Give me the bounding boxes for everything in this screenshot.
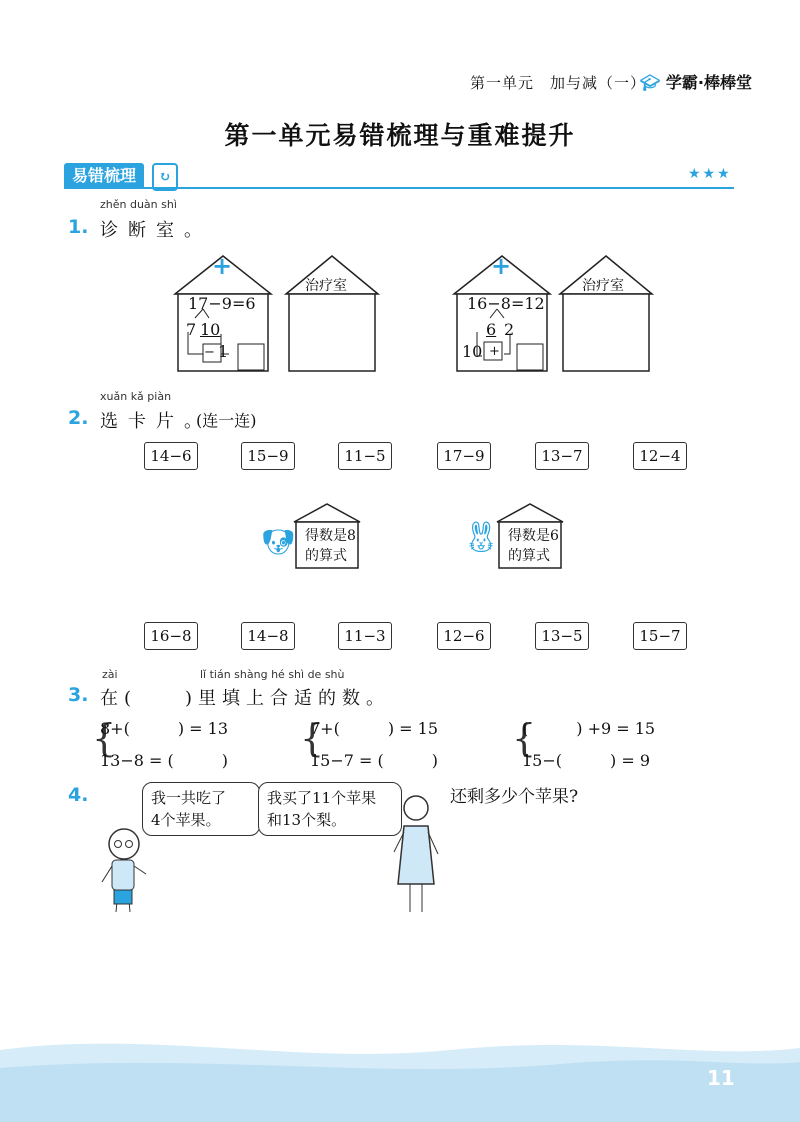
q4-number: 4. [68, 784, 89, 806]
q3-eq-2a[interactable]: 7+( ) = 15 [310, 719, 439, 738]
bubble-boy-line1: 我一共吃了 [151, 789, 227, 807]
q3-text: 在( )里填上合适的数。 [100, 688, 391, 709]
footer-wave [0, 1020, 800, 1122]
house1-plus-sign: + [212, 252, 233, 280]
treatment-house-2 [558, 254, 654, 374]
target-label-6-line1: 得数是6 [508, 528, 559, 544]
house1-split-mid: 10 [200, 320, 221, 339]
section-label: 易错梳理 [72, 166, 137, 185]
house3-equation: 16−8=12 [467, 294, 545, 313]
q1-number: 1. [68, 216, 89, 238]
target-label-8-line2: 的算式 [305, 548, 347, 564]
unit-header: 第一单元 加与减（一） [470, 74, 647, 92]
q1-pinyin: zhěn duàn shì [100, 198, 177, 211]
top-card[interactable]: 12−4 [633, 442, 687, 470]
q1-text: 诊断室。 [100, 220, 212, 241]
brand-text: 学霸·棒棒堂 [665, 73, 752, 92]
top-card[interactable]: 14−6 [144, 442, 198, 470]
page-title: 第一单元易错梳理与重难提升 [224, 121, 576, 150]
rabbit-icon: 🐰︎ [462, 520, 501, 555]
bottom-card[interactable]: 13−5 [535, 622, 589, 650]
graduation-cap-icon: 🎓︎ [640, 73, 661, 92]
difficulty-stars: ★★★ [688, 166, 732, 182]
q2-number: 2. [68, 407, 89, 429]
q2-text: 选卡片。 [100, 411, 212, 432]
speech-bubble-woman [258, 782, 402, 836]
page-number: 11 [707, 1066, 735, 1090]
q2-note: (连一连) [196, 411, 257, 430]
section-icon: ↻ [152, 163, 178, 191]
house1-equation: 17−9=6 [188, 294, 256, 313]
brace-2: { [300, 716, 325, 760]
bottom-card[interactable]: 12−6 [437, 622, 491, 650]
bubble-woman-line1: 我买了11个苹果 [267, 789, 377, 807]
bottom-card[interactable]: 11−3 [338, 622, 392, 650]
bottom-card[interactable]: 15−7 [633, 622, 687, 650]
target-label-8-line1: 得数是8 [305, 528, 356, 544]
q3-eq-2b[interactable]: 15−7 = ( ) [310, 751, 439, 770]
bottom-card[interactable]: 16−8 [144, 622, 198, 650]
q3-eq-1a[interactable]: 8+( ) = 13 [100, 719, 229, 738]
q3-pinyin-left: zài [102, 668, 118, 681]
top-card[interactable]: 17−9 [437, 442, 491, 470]
treatment-room-label-1: 治疗室 [305, 278, 347, 294]
house3-box-sign: + [489, 344, 500, 359]
bottom-card[interactable]: 14−8 [241, 622, 295, 650]
q4-question: 还剩多少个苹果? [450, 787, 579, 807]
house3-plus-sign: + [491, 252, 512, 280]
q3-eq-1b[interactable]: 13−8 = ( ) [100, 751, 229, 770]
q2-pinyin: xuǎn kǎ piàn [100, 390, 172, 403]
house3-result: 10 [462, 342, 483, 361]
house1-box-sign: − [204, 345, 215, 360]
treatment-house-1 [284, 254, 380, 374]
puppy-icon: 🐶︎ [262, 528, 296, 558]
house3-split-left: 6 [486, 320, 497, 339]
bubble-woman-line2: 和13个梨。 [267, 811, 347, 829]
brace-1: { [92, 716, 117, 760]
q3-number: 3. [68, 684, 89, 706]
house3-split-right: 2 [504, 320, 515, 339]
speech-bubble-boy [142, 782, 260, 836]
top-card[interactable]: 11−5 [338, 442, 392, 470]
house1-split-left: 7 [186, 320, 197, 339]
top-card[interactable]: 13−7 [535, 442, 589, 470]
section-tag [64, 163, 144, 189]
q3-eq-3a[interactable]: ( ) +9 = 15 [522, 719, 656, 738]
house1-result: 1 [218, 342, 229, 361]
q3-pinyin-right: lǐ tián shàng hé shì de shù [200, 668, 345, 681]
bubble-boy-line2: 4个苹果。 [151, 811, 221, 829]
target-label-6-line2: 的算式 [508, 548, 550, 564]
boy-figure-icon [96, 824, 156, 919]
brand-logo [640, 70, 752, 93]
treatment-room-label-2: 治疗室 [582, 278, 624, 294]
brace-3: { [512, 716, 537, 760]
q3-eq-3b[interactable]: 15−( ) = 9 [522, 751, 651, 770]
woman-figure-icon [388, 792, 444, 917]
top-card[interactable]: 15−9 [241, 442, 295, 470]
section-divider [64, 187, 734, 189]
